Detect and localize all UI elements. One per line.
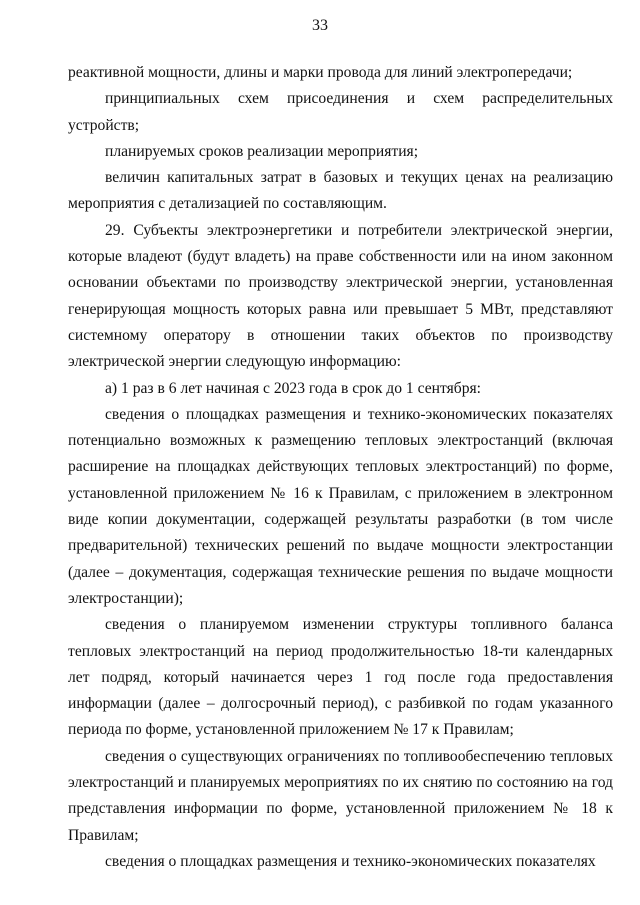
paragraph-capital-costs: величин капитальных затрат в базовых и текущих ценах на реализацию мероприятия с детализацией по составляющим.	[68, 169, 613, 213]
paragraph-reactive-power: реактивной мощности, длины и марки провода для линий электропередачи;	[68, 64, 573, 81]
paragraph-connection-schemes: принципиальных схем присоединения и схем распределительных устройств;	[68, 90, 613, 134]
paragraph-fuel-limits-appendix-18: сведения о существующих ограничениях по топливообеспечению тепловых электростанций и планируемых мероприятиях по их снятию по состоянию на год представления информации по форме, установленной приложением № 18 к Правилам;	[68, 747, 613, 844]
paragraph-fuel-balance-appendix-17: сведения о планируемом изменении структуры топливного баланса тепловых электростанций на период продолжительностью 18-ти календарных лет подряд, который начинается через 1 год после года предоставления информации (далее – долгосрочный период), с разбивкой по годам указанного периода по форме, установленной приложением № 17 к Правилам;	[68, 616, 613, 739]
paragraph-subclause-a: а) 1 раз в 6 лет начиная с 2023 года в срок до 1 сентября:	[105, 379, 482, 397]
paragraph-sites-appendix-16: сведения о площадках размещения и технико-экономических показателях потенциально возможных к размещению тепловых электростанций (включая расширение на площадках действующих тепловых электростанций) по форме, установленной приложением № 16 к Правилам, с приложением в электронном виде копии документации, содержащей результаты разработки (в том числе предварительной) технических решений по выдаче мощности электростанции (далее – документация, содержащая технические решения по выдаче мощности электростанции);	[68, 405, 613, 607]
document-text	[68, 60, 613, 875]
paragraph-implementation-terms: планируемых сроков реализации мероприятия;	[105, 142, 419, 160]
paragraph-clause-29: 29. Субъекты электроэнергетики и потребители электрической энергии, которые владеют (будут владеть) на праве собственности или на ином законном основании объектами по производству электрической энергии, установленная генерирующая мощность которых равна или превышает 5 МВт, представляют системному оператору в отношении таких объектов по производству электрической энергии следующую информацию:	[68, 221, 613, 371]
paragraph-sites-continued: сведения о площадках размещения и технико-экономических показателях	[105, 852, 596, 870]
page-number: 33	[312, 17, 328, 34]
